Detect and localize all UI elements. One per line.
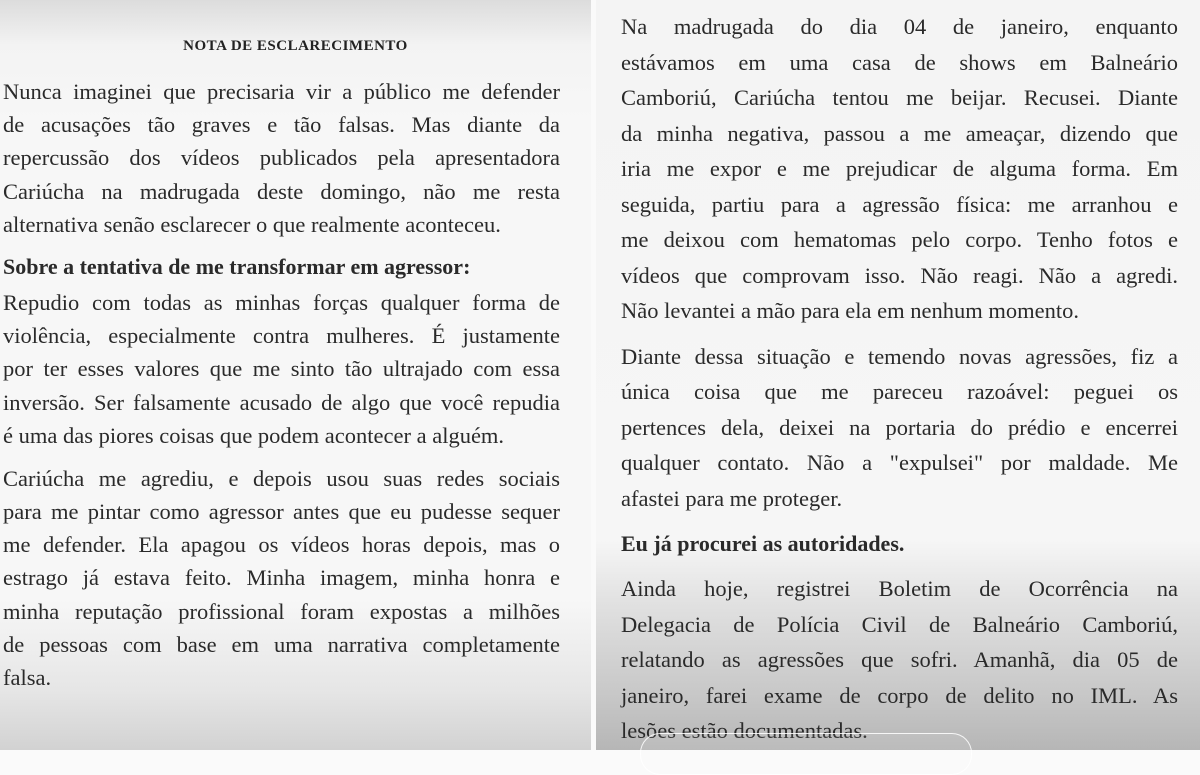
text-line: estrago já estava feito. Minha imagem, minha honra e [3,565,560,591]
section-heading: Eu já procurei as autoridades. [621,531,905,556]
text-line: Repudio com todas as minhas forças qualquer forma de [3,289,560,315]
paragraph [621,339,1178,517]
text-line: me deixou com hematomas pelo corpo. Tenho fotos e [621,227,1178,252]
text-line: Ainda hoje, registrei Boletim de Ocorrência na [621,576,1178,601]
text-line: única coisa que me pareceu razoável: peguei os [621,379,1178,404]
text-line: alternativa senão esclarecer o que realmente aconteceu. [3,211,501,237]
paragraph [3,75,560,241]
text-line: é uma das piores coisas que podem acontecer a alguém. [3,422,505,448]
text-line: de pessoas com base em uma narrativa completamente [3,631,560,657]
text-line: falsa. [3,665,52,690]
text-line: me defender. Ela apagou os vídeos horas depois, mas o [3,532,560,558]
left-page [0,0,591,750]
text-line: Nunca imaginei que precisaria vir a público me defender [3,79,560,104]
text-line: minha reputação profissional foram expostas a milhões [3,598,560,624]
text-line: afastei para me proteger. [621,485,843,511]
text-line: Camboriú, Cariúcha tentou me beijar. Recusei. Diante [621,85,1178,110]
text-line: lesões estão documentadas. [621,718,868,743]
text-line: Diante dessa situação e temendo novas agressões, fiz a [621,343,1178,369]
text-line: vídeos que comprovam isso. Não reagi. Não a agredi. [621,262,1178,288]
text-line: Cariúcha na madrugada deste domingo, não me resta [3,178,560,204]
text-line: Não levantei a mão para ela em nenhum momento. [621,298,1079,323]
text-line: da minha negativa, passou a me ameaçar, dizendo que [621,120,1178,146]
document-title: NOTA DE ESCLARECIMENTO [183,38,408,54]
text-line: de acusações tão graves e tão falsas. Mas diante da [3,112,560,138]
text-line: iria me expor e me prejudicar de alguma forma. Em [621,156,1178,181]
text-line: janeiro, farei exame de corpo de delito no IML. As [621,682,1178,708]
paragraph [3,462,560,694]
reply-input-overlay[interactable] [640,733,972,775]
paragraph [621,9,1178,329]
section-heading: Sobre a tentativa de me transformar em agressor: [3,253,471,279]
right-text-column [621,9,1178,750]
text-line: estávamos em uma casa de shows em Balneário [621,49,1178,75]
text-line: relatando as agressões que sofri. Amanhã, dia 05 de [621,647,1178,672]
right-page [596,0,1200,750]
paragraph [621,571,1178,749]
text-line: pertences dela, deixei na portaria do prédio e encerrei [621,414,1178,440]
paragraph [3,286,560,452]
text-line: para me pintar como agressor antes que eu pudesse sequer [3,499,560,525]
text-line: repercussão dos vídeos publicados pela apresentadora [3,145,560,171]
text-line: violência, especialmente contra mulheres. É justamente [3,323,560,349]
text-line: Delegacia de Polícia Civil de Balneário Camboriú, [621,611,1178,637]
text-line: qualquer contato. Não a "expulsei" por maldade. Me [621,450,1178,475]
left-text-column [3,75,560,704]
text-line: seguida, partiu para a agressão física: me arranhou e [621,191,1178,217]
text-line: Cariúcha me agrediu, e depois usou suas redes sociais [3,465,560,491]
text-line: inversão. Ser falsamente acusado de algo que você repudia [3,389,560,415]
text-line: Na madrugada do dia 04 de janeiro, enquanto [621,14,1178,39]
text-line: por ter esses valores que me sinto tão ultrajado com essa [3,356,560,382]
